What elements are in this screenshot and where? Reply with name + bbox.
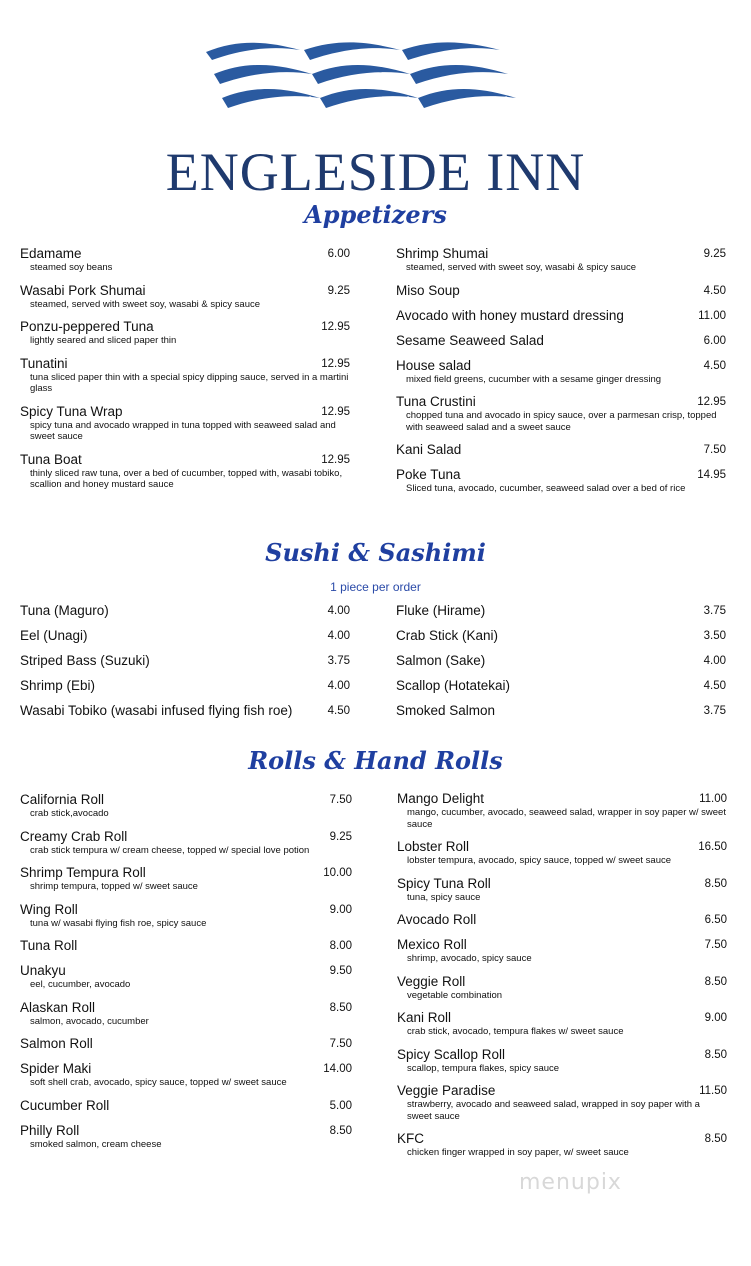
menu-item-name: Shrimp Tempura Roll: [20, 865, 146, 880]
menu-item-price: 7.50: [703, 444, 726, 456]
menu-item-description: crab stick,avocado: [30, 808, 109, 819]
menu-item-name: Tunatini: [20, 355, 68, 371]
menu-item-name: Creamy Crab Roll: [20, 828, 128, 844]
appetizers-right-column: [396, 246, 726, 504]
menu-item: [397, 974, 727, 1002]
menu-item-price: 14.00: [323, 1063, 352, 1075]
menu-item: [396, 653, 726, 669]
menu-item-price: 6.00: [327, 248, 350, 260]
menu-item-name: Kani Salad: [396, 442, 462, 457]
menu-item-price: 4.50: [703, 284, 726, 297]
menu-item-price: 12.95: [321, 357, 350, 370]
menu-item-description: steamed, served with sweet soy, wasabi & spicy sauce: [406, 262, 637, 273]
menu-item: [20, 1123, 352, 1151]
menu-item-description: steamed, served with sweet soy, wasabi & spicy sauce: [30, 298, 261, 310]
menu-item-name: Tuna Crustini: [396, 394, 476, 409]
menu-item-price: 4.00: [327, 605, 350, 617]
menu-item-name: House salad: [396, 357, 472, 373]
menu-item-price: 8.50: [704, 1133, 727, 1145]
menu-item-description: steamed soy beans: [30, 262, 113, 273]
rolls-title: Rolls & Hand Rolls: [248, 746, 503, 775]
menu-item: [20, 628, 350, 644]
menu-item-name: Miso Soup: [396, 282, 460, 298]
menu-item-name: Crab Stick (Kani): [396, 628, 499, 643]
menu-item-price: 9.25: [329, 830, 352, 843]
menu-item-name: Alaskan Roll: [20, 999, 96, 1015]
menu-item: [397, 1083, 727, 1122]
menu-item-price: 8.00: [329, 940, 352, 952]
menu-item-price: 16.50: [698, 841, 727, 853]
menu-item-name: Lobster Roll: [397, 839, 470, 854]
menu-item-price: 3.50: [703, 630, 726, 642]
menu-item-name: Kani Roll: [397, 1010, 452, 1025]
menu-item: [20, 1000, 352, 1028]
menu-item-price: 4.50: [327, 705, 350, 717]
sushi-note: 1 piece per order: [330, 580, 421, 594]
menu-item-name: Avocado Roll: [397, 912, 477, 927]
menu-item-price: 6.50: [704, 914, 727, 926]
menu-item-name: Scallop (Hotatekai): [396, 678, 511, 693]
menu-item-price: 8.50: [704, 1048, 727, 1061]
menu-item-price: 9.00: [704, 1012, 727, 1024]
menu-item-description: eel, cucumber, avocado: [30, 979, 131, 990]
menu-item-price: 4.00: [703, 655, 726, 667]
menu-item-price: 12.95: [321, 453, 350, 466]
rolls-left-column: [20, 792, 352, 1159]
menu-item-name: KFC: [397, 1131, 424, 1146]
menu-item: [20, 902, 352, 930]
menu-item-name: Striped Bass (Suzuki): [20, 653, 150, 668]
sushi-left-column: [20, 603, 350, 728]
menu-item-name: Wasabi Pork Shumai: [20, 282, 146, 298]
menu-item-name: Shrimp Shumai: [396, 246, 489, 261]
menu-item-price: 6.00: [703, 334, 726, 347]
menu-item-price: 5.00: [329, 1099, 352, 1112]
menu-item: [20, 792, 352, 820]
menu-item-name: Spicy Scallop Roll: [397, 1046, 506, 1062]
menu-item: [397, 937, 727, 965]
menu-item-name: Wing Roll: [20, 901, 78, 917]
appetizers-title: Appetizers: [304, 200, 447, 229]
menu-item-name: Wasabi Tobiko (wasabi infused flying fish roe): [20, 703, 293, 718]
menu-item: [397, 876, 727, 904]
menu-item: [20, 938, 352, 954]
menu-item: [397, 1131, 727, 1159]
menu-item-price: 10.00: [323, 867, 352, 879]
menu-item-name: Philly Roll: [20, 1122, 80, 1138]
menu-item-price: 12.95: [321, 405, 350, 418]
menu-item-name: Ponzu-peppered Tuna: [20, 319, 154, 334]
menu-item-description: mango, cucumber, avocado, seaweed salad, wrapper in soy paper w/ sweet sauce: [407, 807, 726, 830]
menu-item: [397, 839, 727, 867]
menu-item: [20, 404, 350, 443]
menu-item-price: 9.25: [703, 248, 726, 260]
rolls-right-column: [397, 791, 727, 1168]
menu-item: [397, 1010, 727, 1038]
menu-item-price: 4.50: [703, 359, 726, 372]
menu-item: [396, 703, 726, 719]
menu-item-price: 9.50: [329, 965, 352, 977]
menu-item-name: Eel (Unagi): [20, 628, 88, 643]
menu-item-description: spicy tuna and avocado wrapped in tuna topped with seaweed salad and sweet sauce: [30, 419, 336, 442]
menu-item-name: Sesame Seaweed Salad: [396, 332, 544, 348]
menu-item: [397, 912, 727, 928]
sushi-right-column: [396, 603, 726, 728]
menu-item-name: Spider Maki: [20, 1061, 92, 1076]
menu-item-name: Tuna Roll: [20, 938, 78, 953]
menu-item: [396, 628, 726, 644]
menu-item-description: soft shell crab, avocado, spicy sauce, topped w/ sweet sauce: [30, 1077, 287, 1088]
menu-item-price: 4.50: [703, 680, 726, 692]
menu-item: [20, 1061, 352, 1089]
menu-item: [396, 246, 726, 274]
menu-item-name: Spicy Tuna Roll: [397, 875, 491, 891]
menu-item-price: 4.00: [327, 630, 350, 642]
menu-item-name: Tuna Boat: [20, 451, 82, 467]
menu-item-description: crab stick tempura w/ cream cheese, topped w/ special love potion: [30, 844, 310, 856]
restaurant-name: ENGLESIDE INN: [165, 142, 586, 202]
menu-item-price: 8.50: [704, 975, 727, 988]
menu-item-name: Edamame: [20, 246, 82, 261]
menu-item-name: Spicy Tuna Wrap: [20, 403, 123, 419]
menu-item-description: shrimp tempura, topped w/ sweet sauce: [30, 881, 198, 892]
menu-item-price: 8.50: [329, 1001, 352, 1014]
menu-item-name: Poke Tuna: [396, 467, 461, 482]
sushi-sashimi-title: Sushi & Sashimi: [265, 538, 486, 567]
menu-item-price: 12.95: [321, 321, 350, 333]
menu-item-name: Smoked Salmon: [396, 703, 496, 718]
menu-item-price: 11.00: [698, 309, 726, 322]
menu-item-description: crab stick, avocado, tempura flakes w/ sweet sauce: [407, 1026, 624, 1037]
menu-item: [396, 394, 726, 433]
menu-item-name: California Roll: [20, 792, 105, 807]
menu-item-price: 11.00: [699, 793, 727, 805]
menu-item-price: 12.95: [697, 396, 726, 408]
menu-item: [20, 703, 350, 719]
menu-item-description: vegetable combination: [407, 989, 503, 1001]
menu-item: [20, 963, 352, 991]
menu-item: [20, 1098, 352, 1114]
menu-item-name: Mexico Roll: [397, 937, 467, 952]
menu-item-price: 7.50: [329, 794, 352, 806]
menu-item-description: lobster tempura, avocado, spicy sauce, topped w/ sweet sauce: [407, 855, 672, 866]
menu-item-name: Salmon Roll: [20, 1036, 93, 1051]
menu-item-price: 9.00: [329, 903, 352, 916]
menu-item-name: Avocado with honey mustard dressing: [396, 307, 624, 323]
menu-item: [20, 319, 350, 347]
menu-item-description: strawberry, avocado and seaweed salad, wrapped in soy paper with a sweet sauce: [407, 1099, 700, 1122]
menu-item-price: 8.50: [329, 1124, 352, 1137]
menu-item-price: 3.75: [703, 705, 726, 717]
menu-item-description: tuna, spicy sauce: [407, 891, 481, 903]
menu-item-description: mixed field greens, cucumber with a sesame ginger dressing: [406, 373, 662, 385]
menu-item-description: thinly sliced raw tuna, over a bed of cucumber, topped with, wasabi tobiko, scallion and honey mustard sauce: [30, 467, 343, 490]
menu-item-price: 9.25: [327, 284, 350, 297]
menu-item-description: shrimp, avocado, spicy sauce: [407, 953, 532, 964]
menu-item: [20, 653, 350, 669]
menu-item: [20, 246, 350, 274]
menu-item-price: 7.50: [329, 1038, 352, 1050]
menu-item: [20, 356, 350, 395]
menu-item: [396, 358, 726, 386]
menu-item: [396, 442, 726, 458]
menu-item-name: Mango Delight: [397, 791, 485, 806]
three-fish-wave-logo-icon: [200, 38, 520, 120]
menu-item-price: 14.95: [697, 469, 726, 481]
menu-item-price: 3.75: [703, 605, 726, 617]
menu-item: [20, 829, 352, 857]
menu-item: [396, 678, 726, 694]
menu-item-name: Unakyu: [20, 963, 66, 978]
menu-item-name: Salmon (Sake): [396, 653, 486, 668]
menu-item-price: 11.50: [699, 1085, 727, 1097]
menu-item: [396, 333, 726, 349]
menu-item-name: Shrimp (Ebi): [20, 678, 96, 693]
menu-item: [20, 452, 350, 491]
menu-item-description: tuna sliced paper thin with a special spicy dipping sauce, served in a martini glass: [30, 371, 349, 394]
menu-item-description: smoked salmon, cream cheese: [30, 1138, 162, 1150]
menu-item-name: Cucumber Roll: [20, 1097, 110, 1113]
menu-item-description: chicken finger wrapped in soy paper, w/ sweet sauce: [407, 1147, 629, 1158]
menu-item: [20, 865, 352, 893]
menu-item: [397, 791, 727, 830]
menu-item: [20, 678, 350, 694]
menu-item: [397, 1047, 727, 1075]
menu-item-description: tuna w/ wasabi flying fish roe, spicy sauce: [30, 917, 207, 929]
menu-item: [396, 467, 726, 495]
menu-item: [396, 308, 726, 324]
menu-item: [396, 603, 726, 619]
menu-item: [20, 603, 350, 619]
menu-item-description: chopped tuna and avocado in spicy sauce, over a parmesan crisp, topped with seaweed salad and a sweet sauce: [406, 410, 717, 433]
menu-item-name: Tuna (Maguro): [20, 603, 109, 618]
menu-item-description: scallop, tempura flakes, spicy sauce: [407, 1062, 560, 1074]
menu-item-description: salmon, avocado, cucumber: [30, 1015, 149, 1027]
menu-item-price: 3.75: [327, 655, 350, 667]
menu-item-price: 7.50: [704, 939, 727, 951]
menu-item: [396, 283, 726, 299]
menu-item: [20, 1036, 352, 1052]
appetizers-left-column: [20, 246, 350, 500]
menu-item-price: 8.50: [704, 877, 727, 890]
watermark-text: menupix: [519, 1170, 622, 1195]
menu-item-name: Veggie Paradise: [397, 1083, 496, 1098]
menu-item-description: Sliced tuna, avocado, cucumber, seaweed salad over a bed of rice: [406, 483, 686, 494]
menu-item: [20, 283, 350, 311]
menu-item-name: Veggie Roll: [397, 973, 466, 989]
menu-item-name: Fluke (Hirame): [396, 603, 486, 618]
menu-item-price: 4.00: [327, 680, 350, 692]
menu-item-description: lightly seared and sliced paper thin: [30, 335, 177, 346]
